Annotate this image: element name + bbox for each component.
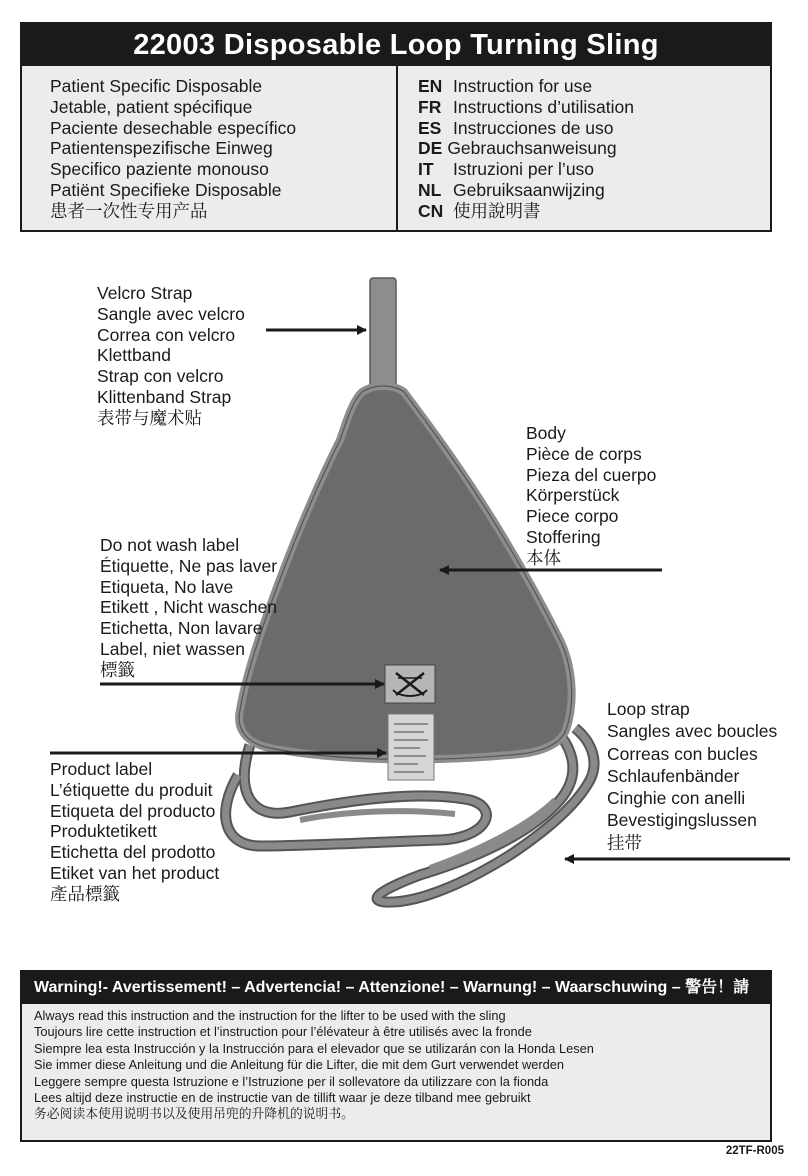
label-line: Etiqueta del producto	[50, 800, 216, 821]
label-line: Cinghie con anelli	[607, 788, 746, 809]
language-text: Gebrauchsanweisung	[447, 138, 617, 159]
label-line: Etiqueta, No lave	[100, 576, 234, 597]
label-line: L’étiquette du produit	[50, 779, 213, 800]
language-code: EN	[418, 76, 443, 96]
label-line: Sangles avec boucles	[607, 721, 778, 742]
label-line: 本体	[526, 547, 561, 568]
label-line: Etiket van het product	[50, 862, 220, 883]
language-text: Gebruiksaanwijzing	[453, 179, 605, 200]
document-title: 22003 Disposable Loop Turning Sling	[22, 24, 770, 66]
label-line: Sangle avec velcro	[97, 303, 245, 324]
body-label	[526, 423, 656, 569]
language-code: FR	[418, 96, 442, 117]
language-text: Instruction for use	[453, 76, 593, 96]
subtitle-line: Patientenspezifische Einweg	[50, 138, 273, 159]
warning-line: Toujours lire cette instruction et l’instruction pour l’élévateur à être utilisés avec la fronde	[34, 1024, 532, 1040]
warning-line: Always read this instruction and the instruction for the lifter to be used with the sling	[34, 1008, 506, 1023]
language-code: ES	[418, 117, 442, 138]
label-line: Étiquette, Ne pas laver	[100, 555, 278, 576]
label-line: Do not wash label	[100, 535, 240, 555]
product-label-text	[50, 759, 219, 905]
warning-text	[34, 1008, 594, 1123]
label-line: Produktetikett	[50, 821, 157, 842]
subtitle-line: Patiënt Specifieke Disposable	[50, 179, 282, 200]
label-line: Etichetta del prodotto	[50, 842, 216, 863]
warning-line: Lees altijd deze instructie en de instructie van de tillift waar je deze tilband mee gebruikt	[34, 1090, 531, 1106]
warning-line: Sie immer diese Anleitung und die Anleitung für die Lifter, die mit dem Gurt verwendet werden	[34, 1057, 564, 1073]
label-line: Bevestigingslussen	[607, 810, 757, 831]
label-line: Label, niet wassen	[100, 638, 245, 659]
language-text: Instructions d’utilisation	[453, 96, 634, 117]
warning-line: 务必阅读本使用说明书以及使用吊兜的升降机的说明书。	[34, 1106, 354, 1122]
label-line: Pièce de corps	[526, 443, 642, 464]
label-line: Piece corpo	[526, 506, 619, 527]
do-not-wash-label-text	[100, 535, 277, 681]
document-code: 22TF-R005	[725, 1145, 784, 1157]
velcro-strap-label	[97, 283, 245, 429]
subtitle-line: Paciente desechable específico	[50, 117, 297, 138]
subtitle-line: Jetable, patient spécifique	[50, 96, 253, 117]
language-code: DE	[418, 138, 443, 159]
subtitle-line: 患者一次性专用产品	[50, 200, 208, 221]
label-line: Loop strap	[607, 699, 690, 719]
label-line: Correas con bucles	[607, 743, 758, 764]
do-not-wash-label-graphic	[385, 665, 435, 703]
label-line: 挂带	[607, 832, 642, 853]
label-line: 表带与魔术贴	[97, 407, 202, 428]
label-line: Etikett , Nicht waschen	[100, 597, 278, 618]
label-line: Correa con velcro	[97, 324, 236, 345]
warning-heading: Warning!- Avertissement! – Advertencia! – Attenzione! – Warnung! – Waarschuwing – 警告！請	[22, 972, 770, 1004]
warning-line: Siempre lea esta Instrucción y la Instrucción para el elevador que se utilizarán con la Honda Lesen	[34, 1040, 594, 1056]
label-line: Product label	[50, 759, 153, 779]
label-line: Etichetta, Non lavare	[100, 618, 263, 639]
warning-line: Leggere sempre questa Istruzione e l’Istruzione per il sollevatore da utilizzare con la fionda	[34, 1073, 549, 1089]
label-line: Klittenband Strap	[97, 386, 232, 407]
language-code: NL	[418, 179, 442, 200]
label-line: 產品標籤	[50, 883, 120, 904]
label-line: Pieza del cuerpo	[526, 464, 657, 485]
label-line: Body	[526, 423, 566, 443]
label-line: Velcro Strap	[97, 283, 193, 303]
product-label-graphic	[388, 714, 434, 780]
label-line: Schlaufenbänder	[607, 765, 740, 786]
subtitle-line: Specifico paziente monouso	[50, 159, 269, 180]
label-line: Strap con velcro	[97, 366, 224, 387]
label-line: 標籤	[100, 659, 135, 680]
label-line: Klettband	[97, 345, 171, 366]
subtitle-line: Patient Specific Disposable	[50, 76, 263, 96]
loop-strap-label	[607, 698, 777, 854]
language-code: CN	[418, 200, 444, 221]
language-text: Istruzioni per l’uso	[453, 159, 595, 180]
warning-box	[20, 970, 772, 1142]
label-line: Körperstück	[526, 485, 620, 506]
language-code: IT	[418, 159, 434, 180]
label-line: Stoffering	[526, 526, 601, 547]
language-text: 使用說明書	[453, 200, 541, 221]
language-text: Instrucciones de uso	[453, 117, 614, 138]
